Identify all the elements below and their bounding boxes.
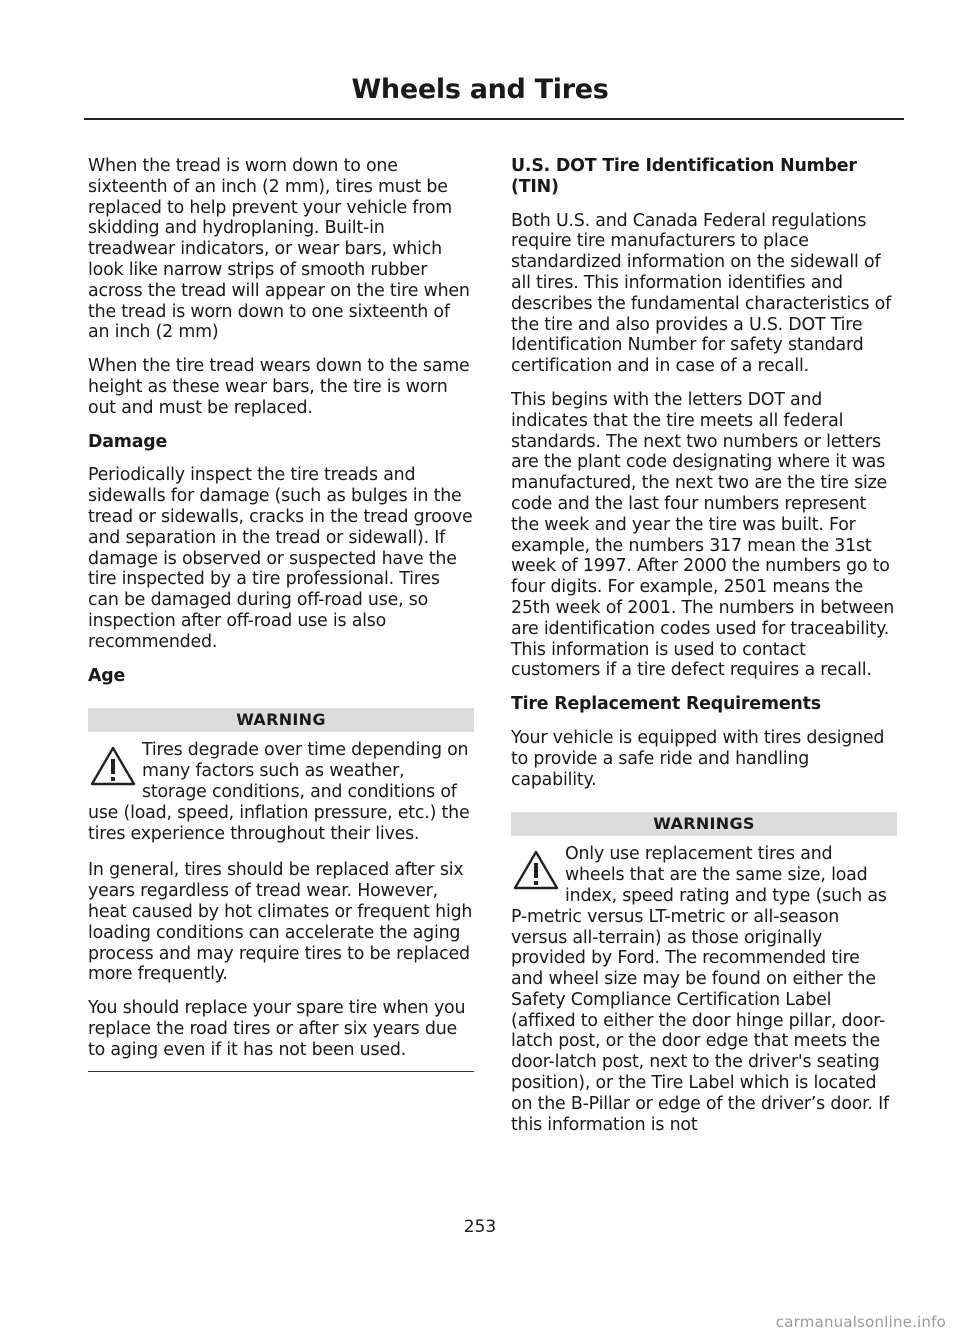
paragraph-dot-code: This begins with the letters DOT and indicates that the tire meets all federal standards. The next two numbers or letters are the plant code designating where it was manufactured, the next two are the tire size code and the last four numbers represent the week and year the tire was built. For example, the numbers 317 mean the 31st week of 1997. After 2000 the numbers go to four digits. For example, 2501 means the 25th week of 2001. The numbers in between are identification codes used for traceability. This information is used to contact customers if a tire defect requires a recall. [511,389,895,681]
watermark: carmanualsonline.info [775,1313,946,1331]
section-end-divider [88,1071,474,1072]
heading-damage: Damage [88,431,168,452]
paragraph-replace-six-years: In general, tires should be replaced after six years regardless of tread wear. However, heat caused by hot climates or frequent high loading conditions can accelerate the aging process and may require tires to be replaced more frequently. [88,860,473,985]
page-number: 253 [463,1217,497,1237]
warning-block [88,740,474,844]
paragraph-spare-tire: You should replace your spare tire when you replace the road tires or after six years due to aging even if it has not been used. [88,998,466,1060]
paragraph-tread-wear: When the tread is worn down to one sixteenth of an inch (2 mm), tires must be replaced to help prevent your vehicle from skidding and hydroplaning. Built-in treadwear indicators, or wear bars, which look like narrow strips of smooth rubber across the tread will appear on the tire when the tread is worn down to one sixteenth of an inch (2 mm) [88,156,470,343]
heading-tin: U.S. DOT Tire Identification Number (TIN) [511,156,857,197]
page-title: Wheels and Tires [351,74,609,105]
paragraph-wear-bars: When the tire tread wears down to the same height as these wear bars, the tire is worn out and must be replaced. [88,356,470,418]
warning-triangle-icon [511,848,561,892]
paragraph-regulations: Both U.S. and Canada Federal regulations require tire manufacturers to place standardized information on the sidewall of all tires. This information identifies and describes the fundamental characteristics of the tire and also provides a U.S. DOT Tire Identification Number for safety standard certification and in case of a recall. [511,210,892,377]
left-column [88,156,474,1072]
paragraph-damage: Periodically inspect the tire treads and sidewalls for damage (such as bulges in the tread or sidewalls, cracks in the tread groove and separation in the tread or sidewall). If damage is observed or suspected have the tire inspected by a tire professional. Tires can be damaged during off-road use, so inspection after off-road use is also recommended. [88,465,473,652]
warnings-text: Only use replacement tires and wheels that are the same size, load index, speed rating and type (such as P-metric versus LT-metric or all-season versus all-terrain) as those originally provided by Ford. The recommended tire and wheel size may be found on either the Safety Compliance Certification Label (affixed to either the door hinge pillar, door-latch post, or the door edge that meets the door-latch post, next to the driver's seating position), or the Tire Label which is located on the B-Pillar or edge of the driver’s door. If this information is not [511,844,889,1135]
heading-age: Age [88,665,126,686]
warnings-block [511,844,897,1135]
heading-replacement-requirements: Tire Replacement Requirements [511,694,821,715]
warning-triangle-icon [88,744,138,788]
paragraph-equipped-tires: Your vehicle is equipped with tires designed to provide a safe ride and handling capability. [511,727,885,790]
warnings-heading: WARNINGS [511,812,897,836]
warning-text: Tires degrade over time depending on many factors such as weather, storage conditions, and conditions of use (load, speed, inflation pressure, etc.) the tires experience throughout their lives. [88,740,470,844]
right-column [511,156,897,1151]
warning-heading: WARNING [88,708,474,732]
title-divider [84,118,904,120]
